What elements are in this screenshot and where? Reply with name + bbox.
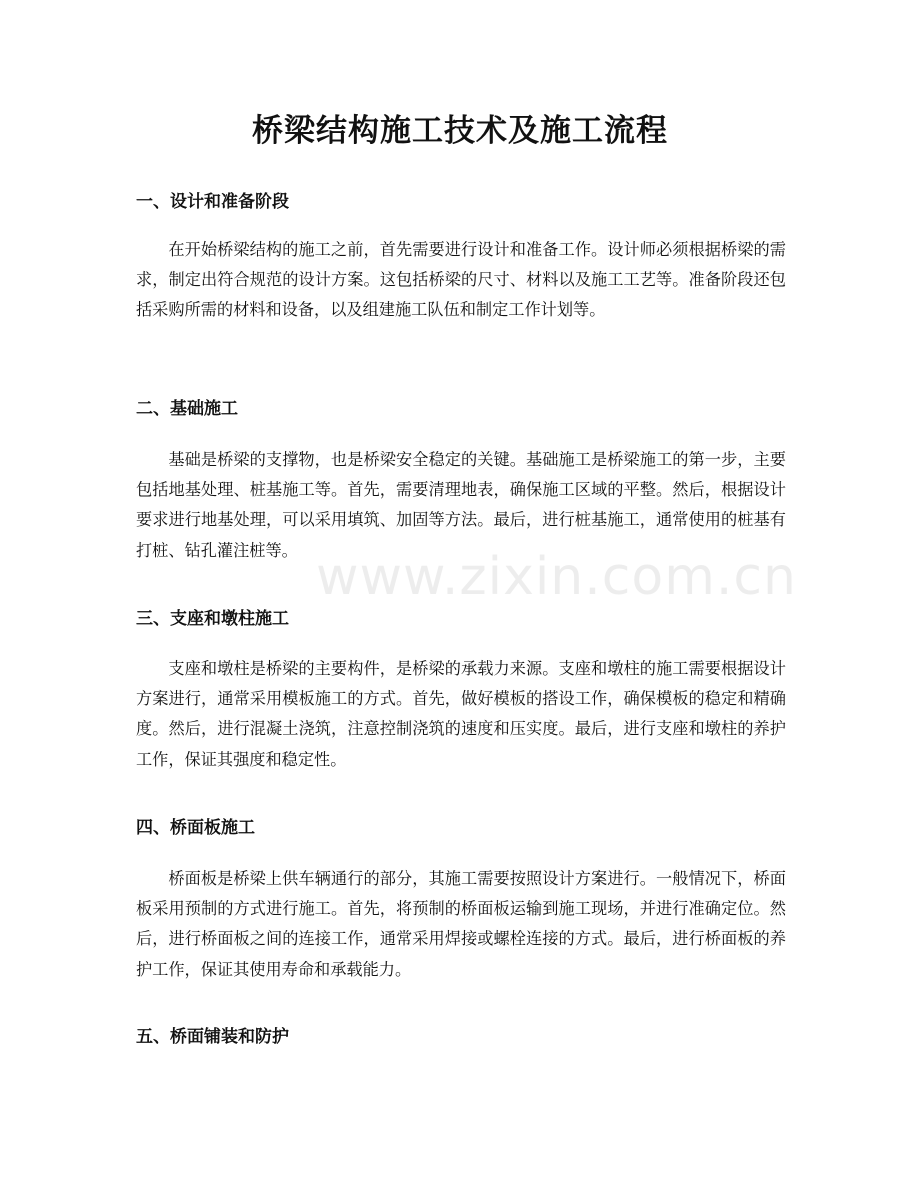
- section-body-3: 支座和墩柱是桥梁的主要构件，是桥梁的承载力来源。支座和墩柱的施工需要根据设计方案进行，通常采用模板施工的方式。首先，做好模板的搭设工作，确保模板的稳定和精确度。然后，进行混凝土浇筑，注意控制浇筑的速度和压实度。最后，进行支座和墩柱的养护工作，保证其强度和稳定性。: [136, 659, 786, 769]
- section-body-2: 基础是桥梁的支撑物，也是桥梁安全稳定的关键。基础施工是桥梁施工的第一步，主要包括地基处理、桩基施工等。首先，需要清理地表，确保施工区域的平整。然后，根据设计要求进行地基处理，可以采用填筑、加固等方法。最后，进行桩基施工，通常使用的桩基有打桩、钻孔灌注桩等。: [136, 450, 786, 560]
- section-body-1: 在开始桥梁结构的施工之前，首先需要进行设计和准备工作。设计师必须根据桥梁的需求，制定出符合规范的设计方案。这包括桥梁的尺寸、材料以及施工工艺等。准备阶段还包括采购所需的材料和设备，以及组建施工队伍和制定工作计划等。: [136, 240, 786, 320]
- section-heading-4: 四、桥面板施工: [136, 818, 255, 838]
- section-heading-5: 五、桥面铺装和防护: [136, 1027, 289, 1047]
- watermark: www.zixin.com.cn: [316, 547, 797, 607]
- section-heading-3: 三、支座和墩柱施工: [136, 609, 289, 629]
- section-heading-2: 二、基础施工: [136, 399, 238, 419]
- section-body-4: 桥面板是桥梁上供车辆通行的部分，其施工需要按照设计方案进行。一般情况下，桥面板采用预制的方式进行施工。首先，将预制的桥面板运输到施工现场，并进行准确定位。然后，进行桥面板之间的连接工作，通常采用焊接或螺栓连接的方式。最后，进行桥面板的养护工作，保证其使用寿命和承载能力。: [136, 869, 786, 979]
- document-title: 桥梁结构施工技术及施工流程: [252, 113, 668, 149]
- section-heading-1: 一、设计和准备阶段: [136, 192, 289, 212]
